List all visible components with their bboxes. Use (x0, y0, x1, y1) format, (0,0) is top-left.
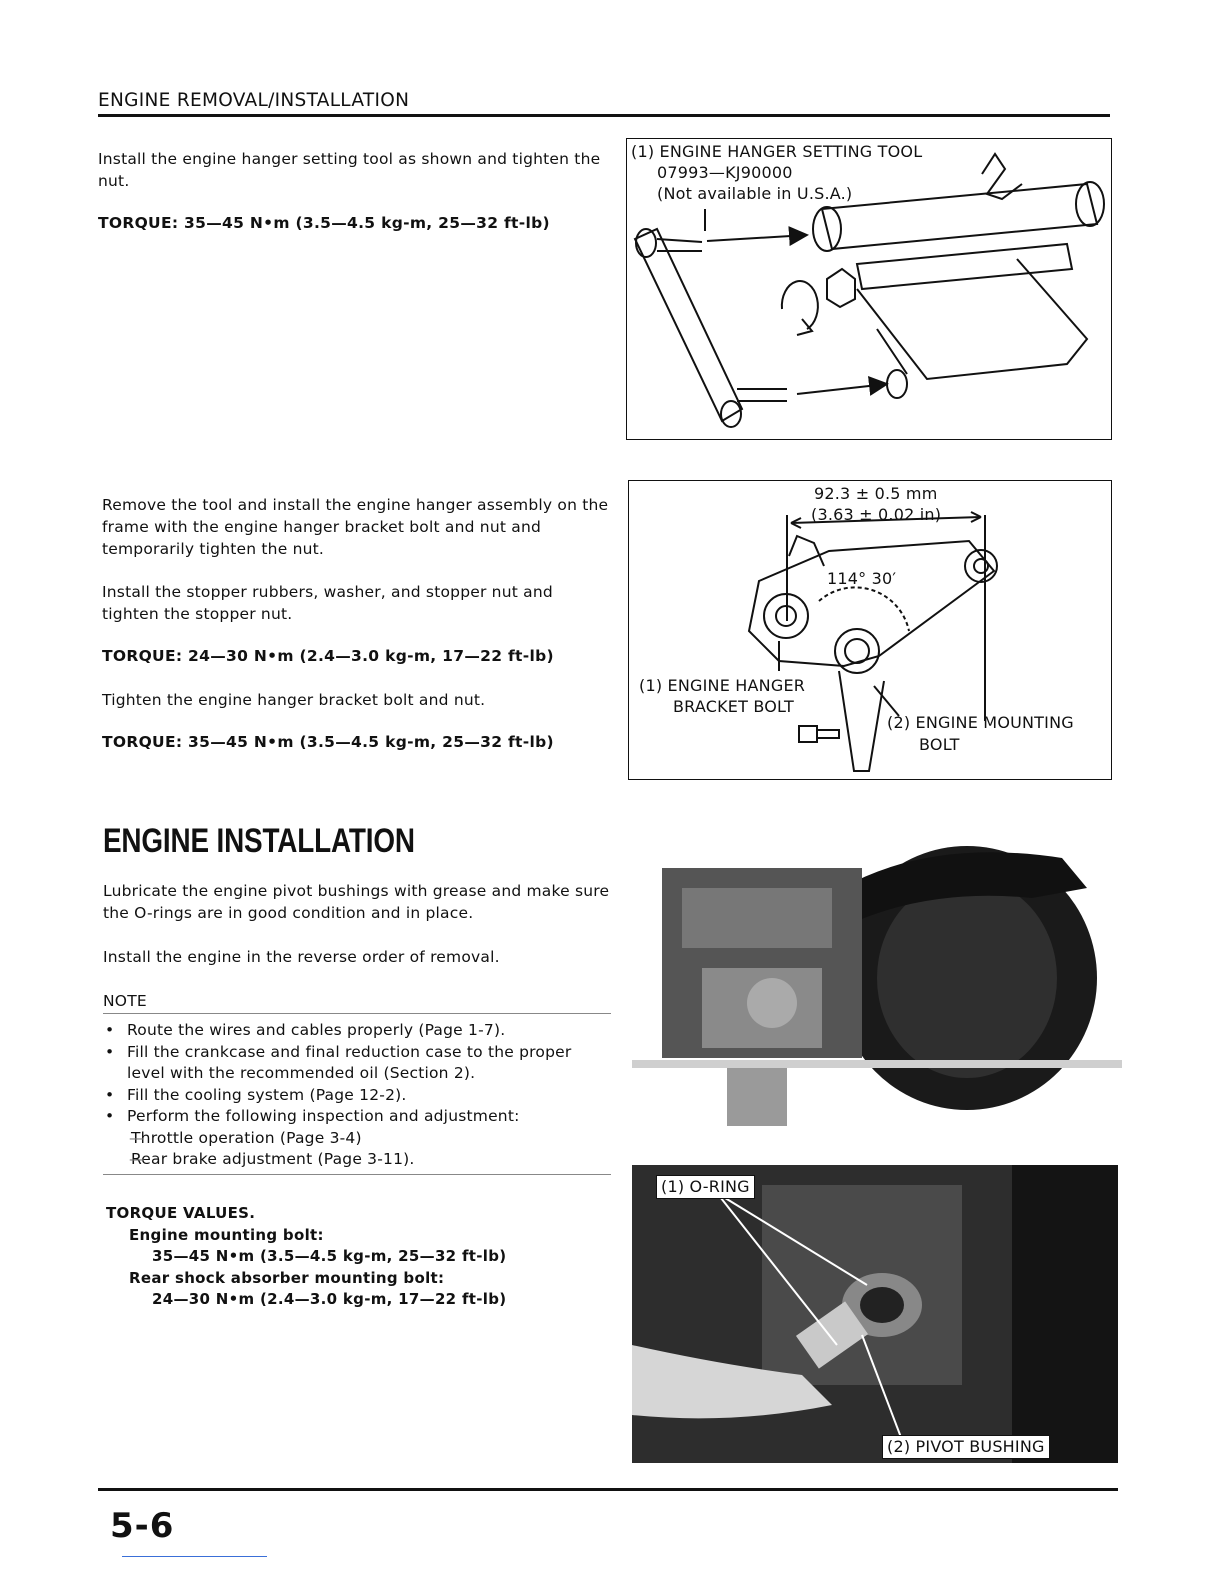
torque-values-title: TORQUE VALUES. (106, 1204, 256, 1222)
section2-paragraph3: Tighten the engine hanger bracket bolt and nut. (102, 691, 486, 709)
oring-label: (1) O-RING (656, 1175, 755, 1199)
torque-value1: 35—45 N•m (3.5—4.5 kg-m, 25—32 ft-lb) (152, 1247, 507, 1265)
hanger-tool-drawing (627, 139, 1111, 439)
section1-paragraph: Install the engine hanger setting tool as shown and tighten the nut. (98, 150, 601, 190)
dimension-mm: 92.3 ± 0.5 mm (814, 484, 938, 503)
figure-hanger-bracket (628, 480, 1112, 780)
section2-paragraph2: Install the stopper rubbers, washer, and stopper nut and tighten the stopper nut. (102, 583, 553, 623)
pivot-bushing-label: (2) PIVOT BUSHING (882, 1435, 1050, 1459)
bracket-bolt-label-line1: (1) ENGINE HANGER (639, 676, 806, 695)
note-item: • Route the wires and cables properly (Page 1-7). (103, 1020, 611, 1042)
section2-torque2: TORQUE: 35—45 N•m (3.5—4.5 kg-m, 25—32 ft-lb) (102, 733, 554, 751)
footer-accent-line (122, 1556, 267, 1557)
note-label: NOTE (103, 992, 147, 1010)
note-subitem: — Rear brake adjustment (Page 3-11). (103, 1149, 611, 1171)
engine-photo-image (632, 828, 1122, 1130)
pivot-bushing-photo (632, 1165, 1118, 1463)
note-bottom-rule (103, 1174, 611, 1175)
bracket-bolt-label-line2: BRACKET BOLT (673, 697, 794, 716)
dimension-in: (3.63 ± 0.02 in) (811, 505, 942, 524)
mounting-bolt-label-line1: (2) ENGINE MOUNTING (887, 713, 1074, 732)
note-item: • Perform the following inspection and adjustment: (103, 1106, 611, 1128)
note-subitem: — Throttle operation (Page 3-4) (103, 1128, 611, 1150)
section2-paragraph1: Remove the tool and install the engine hanger assembly on the frame with the engine hanger bracket bolt and nut and temporarily tighten the nut. (102, 496, 609, 558)
torque-value2: 24—30 N•m (2.4—3.0 kg-m, 17—22 ft-lb) (152, 1290, 507, 1308)
installation-paragraph1: Lubricate the engine pivot bushings with grease and make sure the O-rings are in good condition and in place. (103, 882, 610, 922)
pivot-bushing-photo-image (632, 1165, 1118, 1463)
engine-photo (632, 828, 1122, 1130)
section-heading-engine-installation: ENGINE INSTALLATION (103, 822, 415, 860)
section2-torque1: TORQUE: 24—30 N•m (2.4—3.0 kg-m, 17—22 ft-lb) (102, 647, 554, 665)
mounting-bolt-label-line2: BOLT (919, 735, 960, 754)
torque-value1-label: Engine mounting bolt: (129, 1226, 324, 1244)
note-item: • Fill the cooling system (Page 12-2). (103, 1085, 611, 1107)
page-number: 5-6 (110, 1506, 175, 1546)
hanger-bracket-drawing (629, 481, 1111, 779)
notes-list (103, 1020, 611, 1171)
figure1-label-line2: 07993—KJ90000 (657, 163, 793, 182)
section1-torque: TORQUE: 35—45 N•m (3.5—4.5 kg-m, 25—32 ft-lb) (98, 214, 550, 232)
footer-rule (98, 1488, 1118, 1491)
page-header-title: ENGINE REMOVAL/INSTALLATION (98, 90, 410, 111)
installation-paragraph2: Install the engine in the reverse order of removal. (103, 948, 500, 966)
torque-value2-label: Rear shock absorber mounting bolt: (129, 1269, 445, 1287)
figure1-label-line3: (Not available in U.S.A.) (657, 184, 853, 203)
figure1-label-line1: (1) ENGINE HANGER SETTING TOOL (631, 142, 923, 161)
figure-hanger-setting-tool (626, 138, 1112, 440)
note-top-rule (103, 1013, 611, 1014)
header-rule (98, 114, 1110, 117)
note-item: • Fill the crankcase and final reduction case to the proper level with the recommended oil (Section 2). (103, 1042, 611, 1085)
angle-label: 114° 30′ (827, 569, 897, 588)
